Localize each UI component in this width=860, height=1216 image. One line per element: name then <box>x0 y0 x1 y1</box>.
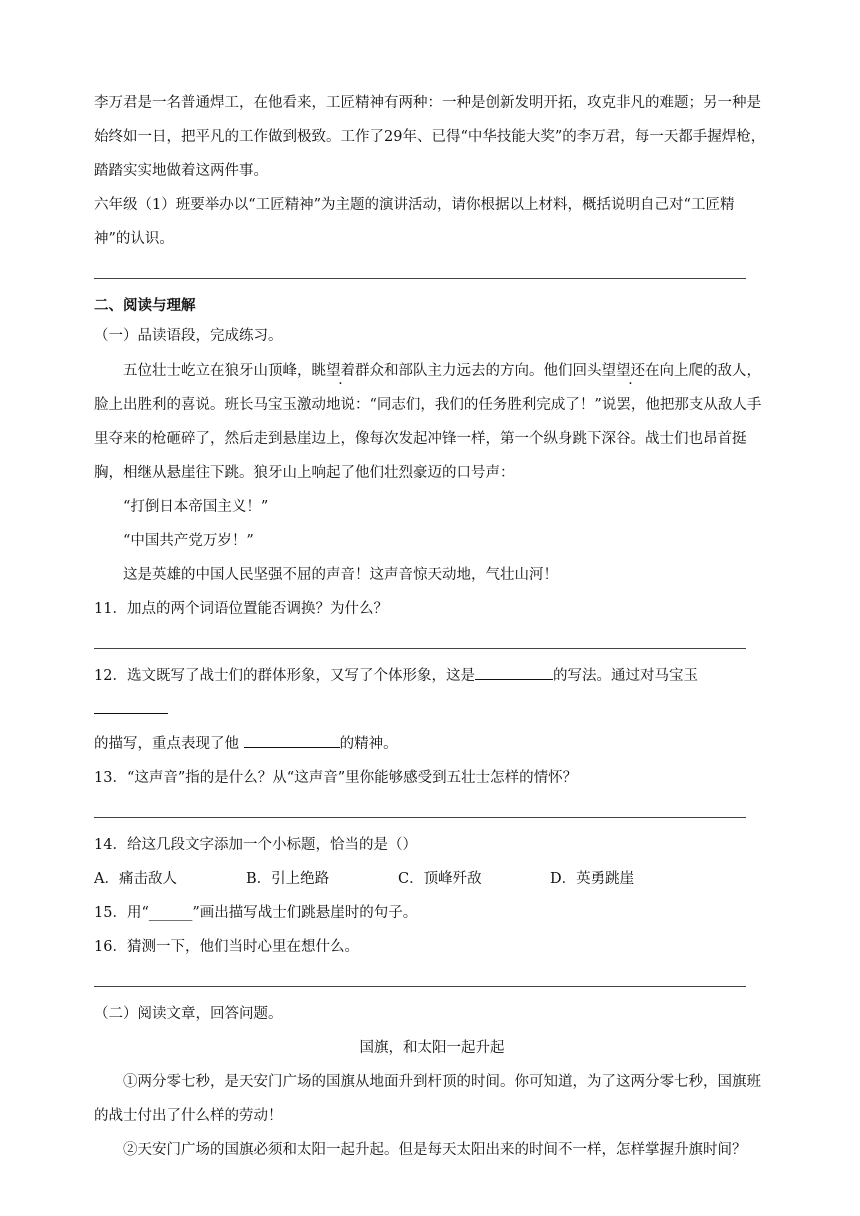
article-paragraph: ①两分零七秒，是天安门广场的国旗从地面升到杆顶的时间。你可知道，为了这两分零七秒，国旗班的战士付出了什么样的劳动！ <box>94 1074 761 1124</box>
question-14-options <box>94 862 770 896</box>
worksheet-page <box>94 86 770 1167</box>
passage-paragraph: 这是英雄的中国人民坚强不屈的声音！这声音惊天动地，气壮山河！ <box>123 567 558 583</box>
section-heading: 二、阅读与理解 <box>94 297 196 314</box>
question-13: 13．“这声音”指的是什么？从“这声音”里你能够感受到五壮士怎样的情怀？ <box>94 770 578 786</box>
question-11: 11．加点的两个词语位置能否调换？为什么？ <box>94 601 388 617</box>
fill-blank[interactable] <box>475 665 553 680</box>
question-14: 14．给这几段文字添加一个小标题，恰当的是（） <box>94 837 417 853</box>
answer-line[interactable] <box>94 795 746 818</box>
question-15: 15．用“______”画出描写战士们跳悬崖时的句子。 <box>94 905 418 921</box>
answer-line[interactable] <box>94 964 746 987</box>
question-text: 的写法。通过对马宝玉 <box>552 668 698 684</box>
fill-blank[interactable] <box>94 699 168 714</box>
question-16: 16．猜测一下，他们当时心里在想什么。 <box>94 939 359 955</box>
passage-text: 着群众和部队主力远去的方向。他们回头 <box>340 363 602 379</box>
part1-intro: （一）品读语段，完成练习。 <box>94 328 283 344</box>
article-title: 国旗，和太阳一起升起 <box>359 1040 505 1056</box>
material-task: 六年级（1）班要举办以“工匠精神”为主题的演讲活动，请你根据以上材料，概括说明自己对“工匠精神”的认识。 <box>94 197 735 247</box>
dotted-word: 眺望 <box>311 363 341 379</box>
passage-slogan: “打倒日本帝国主义！” <box>123 499 269 515</box>
question-text: 12．选文既写了战士们的群体形象，又写了个体形象，这是 <box>94 668 475 684</box>
passage-text: 五位壮士屹立在狼牙山顶峰， <box>123 363 312 379</box>
answer-line[interactable] <box>94 256 746 279</box>
question-text: 的描写，重点表现了他 <box>94 736 239 752</box>
answer-line[interactable] <box>94 626 746 649</box>
dotted-word: 望望 <box>601 363 631 379</box>
option-b[interactable]: B．引上绝路 <box>246 871 330 887</box>
fill-blank[interactable] <box>244 733 340 748</box>
passage-slogan: “中国共产党万岁！” <box>123 533 254 549</box>
passage-paragraph <box>94 354 770 490</box>
material-paragraph: 李万君是一名普通焊工，在他看来，工匠精神有两种：一种是创新发明开拓，攻克非凡的难题；另一种是始终如一日，把平凡的工作做到极致。工作了29年、已得“中华技能大奖”的李万君，每一天都手握焊枪，踏踏实实地做着这两件事。 <box>94 95 766 179</box>
article-paragraph: ②天安门广场的国旗必须和太阳一起升起。但是每天太阳出来的时间不一样，怎样掌握升旗时间？ <box>123 1142 747 1158</box>
option-d[interactable]: D．英勇跳崖 <box>550 871 635 887</box>
question-12 <box>94 659 770 761</box>
option-a[interactable]: A．痛击敌人 <box>94 871 177 887</box>
passage-text: 还在向上爬的敌人，脸上出胜利的喜说。班长马宝玉激动地说：“同志们，我们的任务胜利完成了！”说罢，他把那支从敌人手里夺来的枪砸碎了，然后走到悬崖边上，像每次发起冲锋一样，第一个纵身跳下深谷。战士们也昂首挺胸，相继从悬崖往下跳。狼牙山上响起了他们壮烈豪迈的口号声： <box>94 363 762 481</box>
question-text: 的精神。 <box>339 736 398 752</box>
part2-intro: （二）阅读文章，回答问题。 <box>94 1006 283 1022</box>
option-c[interactable]: C．顶峰歼敌 <box>398 871 482 887</box>
